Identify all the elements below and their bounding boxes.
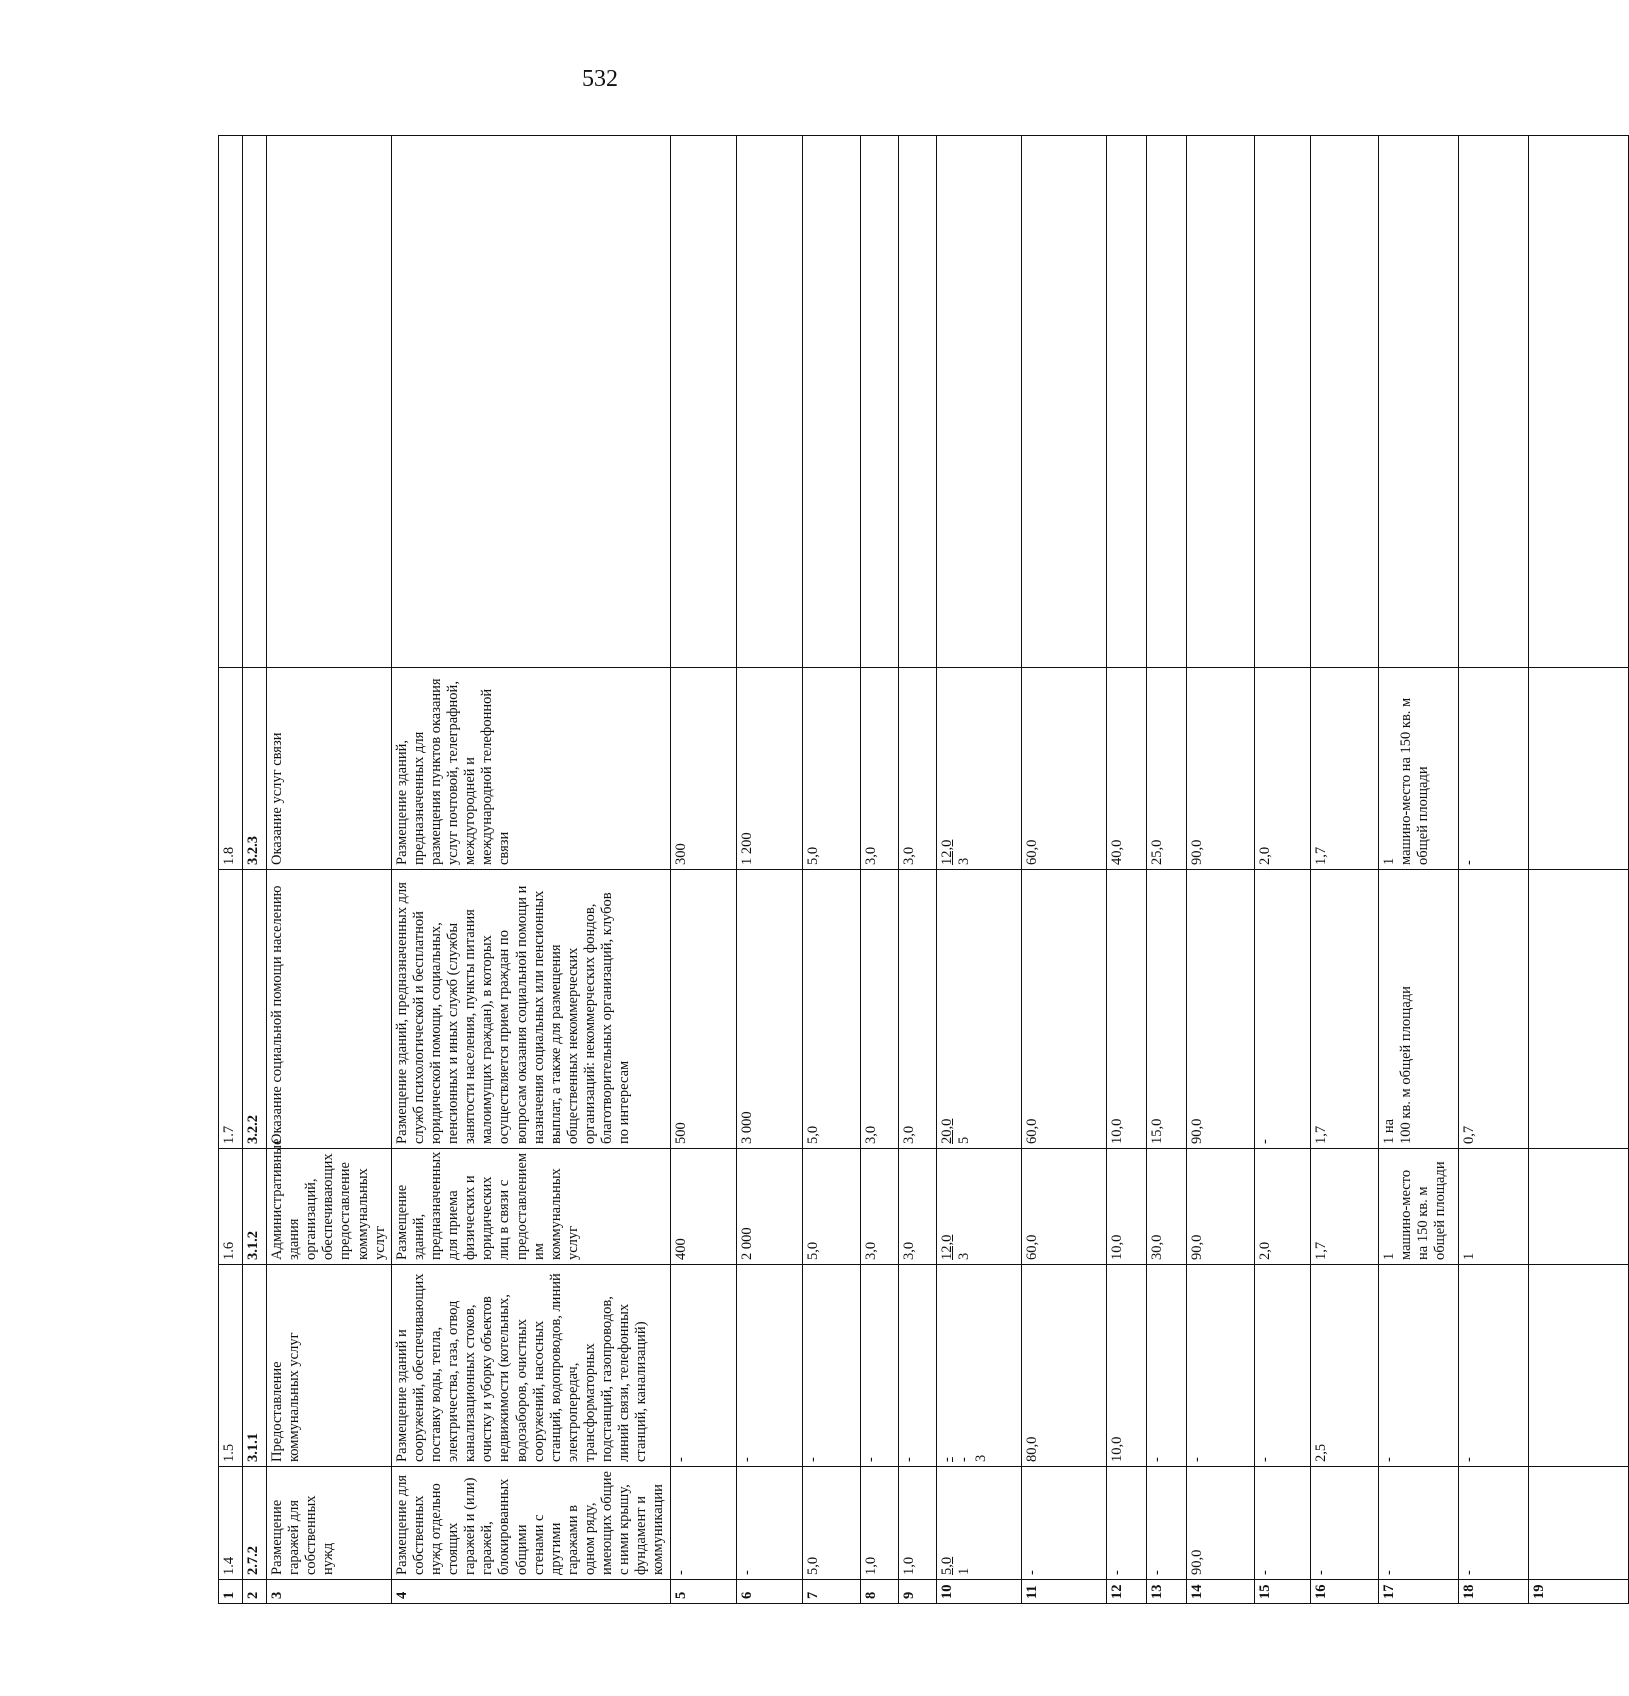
column-number: 4 <box>391 1580 670 1604</box>
cell-row-5-col-7: 5,0 <box>802 668 860 870</box>
cell-row-1-col-14: 90,0 <box>1186 1467 1254 1580</box>
cell-row-3-col-14: 90,0 <box>1186 1149 1254 1265</box>
empty-cell <box>1458 136 1528 668</box>
cell-row-2-col-2: 3.1.1 <box>243 1265 267 1467</box>
cell-row-4-col-15: - <box>1254 870 1310 1149</box>
cell-row-1-col-16: - <box>1310 1467 1378 1580</box>
table-field-7 <box>802 136 860 1604</box>
cell-row-3-col-16: 1,7 <box>1310 1149 1378 1265</box>
column-number: 19 <box>1528 1580 1628 1604</box>
cell-row-4-col-13: 15,0 <box>1146 870 1186 1149</box>
column-number: 8 <box>860 1580 898 1604</box>
cell-row-1-col-12: - <box>1106 1467 1146 1580</box>
table-field-3 <box>267 136 392 1604</box>
empty-cell <box>802 136 860 668</box>
cell-row-2-col-9: - <box>898 1265 936 1467</box>
cell-row-1-col-9: 1,0 <box>898 1467 936 1580</box>
empty-cell <box>670 136 736 668</box>
column-number: 1 <box>219 1580 243 1604</box>
cell-row-2-col-11: 80,0 <box>1021 1265 1106 1467</box>
empty-cell <box>219 136 243 668</box>
cell-row-4-col-17: 1 на 100 кв. м общей площади <box>1378 870 1458 1149</box>
cell-row-2-col-7: - <box>802 1265 860 1467</box>
cell-row-5-col-1: 1.8 <box>219 668 243 870</box>
cell-row-3-col-12: 10,0 <box>1106 1149 1146 1265</box>
cell-row-2-col-15: - <box>1254 1265 1310 1467</box>
page-number: 532 <box>582 66 618 92</box>
cell-row-3-col-7: 5,0 <box>802 1149 860 1265</box>
cell-row-4-col-16: 1,7 <box>1310 870 1378 1149</box>
cell-row-2-col-6: - <box>736 1265 802 1467</box>
table-field-12 <box>1106 136 1146 1604</box>
cell-row-3-col-9: 3,0 <box>898 1149 936 1265</box>
cell-row-5-col-13: 25,0 <box>1146 668 1186 870</box>
rotated-table-container <box>218 136 1547 1604</box>
cell-row-5-col-9: 3,0 <box>898 668 936 870</box>
column-number: 13 <box>1146 1580 1186 1604</box>
table-field-18 <box>1458 136 1528 1604</box>
empty-cell <box>1378 136 1458 668</box>
cell-row-3-col-5: 400 <box>670 1149 736 1265</box>
column-number: 14 <box>1186 1580 1254 1604</box>
cell-row-4-col-18: 0,7 <box>1458 870 1528 1149</box>
cell-row-1-col-19 <box>1528 1467 1628 1580</box>
cell-row-1-col-17: - <box>1378 1467 1458 1580</box>
cell-row-3-col-2: 3.1.2 <box>243 1149 267 1265</box>
table-field-2 <box>243 136 267 1604</box>
cell-row-2-col-18: - <box>1458 1265 1528 1467</box>
cell-row-1-col-8: 1,0 <box>860 1467 898 1580</box>
cell-row-4-col-10: 20,0 5 <box>936 870 1021 1149</box>
column-number: 6 <box>736 1580 802 1604</box>
cell-row-3-col-11: 60,0 <box>1021 1149 1106 1265</box>
cell-row-1-col-4: Размещение для собственных нужд отдельно стоящих гаражей и (или) гаражей, блокированных общими стенами с другими гаражами в одном ряду, имеющих общие с ними крышу, фундамент и коммуникации <box>391 1467 670 1580</box>
cell-row-3-col-3: Административные здания организаций, обеспечивающих предоставление коммунальных услуг <box>267 1149 392 1265</box>
table-field-13 <box>1146 136 1186 1604</box>
cell-row-5-col-15: 2,0 <box>1254 668 1310 870</box>
cell-row-2-col-12: 10,0 <box>1106 1265 1146 1467</box>
cell-row-2-col-17: - <box>1378 1265 1458 1467</box>
empty-cell <box>267 136 392 668</box>
cell-row-2-col-5: - <box>670 1265 736 1467</box>
table-field-6 <box>736 136 802 1604</box>
column-number: 11 <box>1021 1580 1106 1604</box>
cell-row-1-col-18: - <box>1458 1467 1528 1580</box>
table-field-1 <box>219 136 243 1604</box>
cell-row-2-col-10: - - 3 <box>936 1265 1021 1467</box>
empty-cell <box>1186 136 1254 668</box>
cell-row-4-col-5: 500 <box>670 870 736 1149</box>
cell-row-3-col-4: Размещение зданий, предназначенных для приема физических и юридических лиц в связи с предоставлением им коммунальных услуг <box>391 1149 670 1265</box>
empty-cell <box>391 136 670 668</box>
empty-cell <box>736 136 802 668</box>
cell-row-2-col-3: Предоставление коммунальных услуг <box>267 1265 392 1467</box>
cell-row-1-col-10: 5,0 1 <box>936 1467 1021 1580</box>
cell-row-4-col-8: 3,0 <box>860 870 898 1149</box>
cell-row-5-col-18: - <box>1458 668 1528 870</box>
cell-row-1-col-3: Размещение гаражей для собственных нужд <box>267 1467 392 1580</box>
cell-row-4-col-1: 1.7 <box>219 870 243 1149</box>
cell-row-5-col-8: 3,0 <box>860 668 898 870</box>
empty-cell <box>1528 136 1628 668</box>
cell-row-4-col-19 <box>1528 870 1628 1149</box>
cell-row-5-col-3: Оказание услуг связи <box>267 668 392 870</box>
column-number: 16 <box>1310 1580 1378 1604</box>
cell-row-2-col-4: Размещение зданий и сооружений, обеспечивающих поставку воды, тепла, электричества, газа, отвод канализационных стоков, очистку и уборку объектов недвижимости (котельных, водозаборов, очистных сооружений, насосных станций, водопроводов, линий электропередач, трансформаторных подстанций, газопроводов, линий связи, телефонных станций, канализаций) <box>391 1265 670 1467</box>
cell-row-4-col-3: Оказание социальной помощи населению <box>267 870 392 1149</box>
empty-cell <box>1254 136 1310 668</box>
cell-row-3-col-18: 1 <box>1458 1149 1528 1265</box>
cell-row-5-col-14: 90,0 <box>1186 668 1254 870</box>
table-field-5 <box>670 136 736 1604</box>
cell-row-3-col-1: 1.6 <box>219 1149 243 1265</box>
empty-cell <box>936 136 1021 668</box>
cell-row-1-col-7: 5,0 <box>802 1467 860 1580</box>
empty-cell <box>1146 136 1186 668</box>
table-field-19 <box>1528 136 1628 1604</box>
cell-row-1-col-15: - <box>1254 1467 1310 1580</box>
cell-row-3-col-19 <box>1528 1149 1628 1265</box>
cell-row-1-col-1: 1.4 <box>219 1467 243 1580</box>
cell-row-5-col-2: 3.2.3 <box>243 668 267 870</box>
cell-row-2-col-19 <box>1528 1265 1628 1467</box>
table-field-8 <box>860 136 898 1604</box>
table-field-16 <box>1310 136 1378 1604</box>
empty-cell <box>860 136 898 668</box>
cell-row-4-col-7: 5,0 <box>802 870 860 1149</box>
cell-row-3-col-15: 2,0 <box>1254 1149 1310 1265</box>
cell-row-5-col-17: 1 машино-место на 150 кв. м общей площади <box>1378 668 1458 870</box>
table-field-14 <box>1186 136 1254 1604</box>
empty-cell <box>1106 136 1146 668</box>
empty-cell <box>1310 136 1378 668</box>
cell-row-2-col-16: 2,5 <box>1310 1265 1378 1467</box>
column-number: 17 <box>1378 1580 1458 1604</box>
cell-row-2-col-14: - <box>1186 1265 1254 1467</box>
cell-row-5-col-5: 300 <box>670 668 736 870</box>
cell-row-3-col-8: 3,0 <box>860 1149 898 1265</box>
column-number: 18 <box>1458 1580 1528 1604</box>
cell-row-3-col-13: 30,0 <box>1146 1149 1186 1265</box>
cell-row-3-col-17: 1 машино-место на 150 кв. м общей площади <box>1378 1149 1458 1265</box>
column-number: 12 <box>1106 1580 1146 1604</box>
empty-cell <box>1021 136 1106 668</box>
regulations-table <box>218 135 1629 1604</box>
cell-row-5-col-16: 1,7 <box>1310 668 1378 870</box>
table-field-17 <box>1378 136 1458 1604</box>
cell-row-1-col-13: - <box>1146 1467 1186 1580</box>
cell-row-4-col-4: Размещение зданий, предназначенных для служб психологической и бесплатной юридической помощи, социальных, пенсионных и иных служб (службы занятости населения, пункты питания малоимущих граждан), в которых осуществляется прием граждан по вопросам оказания социальной помощи и назначения социальных или пенсионных выплат, а также для размещения общественных некоммерческих организаций: некоммерческих фондов, благотворительных организаций, клубов по интересам <box>391 870 670 1149</box>
column-number: 7 <box>802 1580 860 1604</box>
cell-row-5-col-11: 60,0 <box>1021 668 1106 870</box>
cell-row-5-col-4: Размещение зданий, предназначенных для размещения пунктов оказания услуг почтовой, телеграфной, междугородней и международной телефонной связи <box>391 668 670 870</box>
cell-row-2-col-8: - <box>860 1265 898 1467</box>
table-field-10 <box>936 136 1021 1604</box>
cell-row-5-col-12: 40,0 <box>1106 668 1146 870</box>
table-field-4 <box>391 136 670 1604</box>
table-field-9 <box>898 136 936 1604</box>
empty-cell <box>243 136 267 668</box>
cell-row-4-col-2: 3.2.2 <box>243 870 267 1149</box>
cell-row-4-col-11: 60,0 <box>1021 870 1106 1149</box>
cell-row-4-col-6: 3 000 <box>736 870 802 1149</box>
cell-row-4-col-12: 10,0 <box>1106 870 1146 1149</box>
cell-row-1-col-6: - <box>736 1467 802 1580</box>
cell-row-2-col-1: 1.5 <box>219 1265 243 1467</box>
cell-row-2-col-13: - <box>1146 1265 1186 1467</box>
cell-row-1-col-2: 2.7.2 <box>243 1467 267 1580</box>
column-number: 9 <box>898 1580 936 1604</box>
cell-row-1-col-5: - <box>670 1467 736 1580</box>
empty-cell <box>898 136 936 668</box>
cell-row-4-col-14: 90,0 <box>1186 870 1254 1149</box>
cell-row-5-col-6: 1 200 <box>736 668 802 870</box>
column-number: 10 <box>936 1580 1021 1604</box>
column-number: 15 <box>1254 1580 1310 1604</box>
cell-row-1-col-11: - <box>1021 1467 1106 1580</box>
table-field-11 <box>1021 136 1106 1604</box>
cell-row-4-col-9: 3,0 <box>898 870 936 1149</box>
column-number: 2 <box>243 1580 267 1604</box>
cell-row-5-col-19 <box>1528 668 1628 870</box>
column-number: 5 <box>670 1580 736 1604</box>
cell-row-5-col-10: 12,0 3 <box>936 668 1021 870</box>
cell-row-3-col-10: 12,0 3 <box>936 1149 1021 1265</box>
table-field-15 <box>1254 136 1310 1604</box>
column-number: 3 <box>267 1580 392 1604</box>
cell-row-3-col-6: 2 000 <box>736 1149 802 1265</box>
